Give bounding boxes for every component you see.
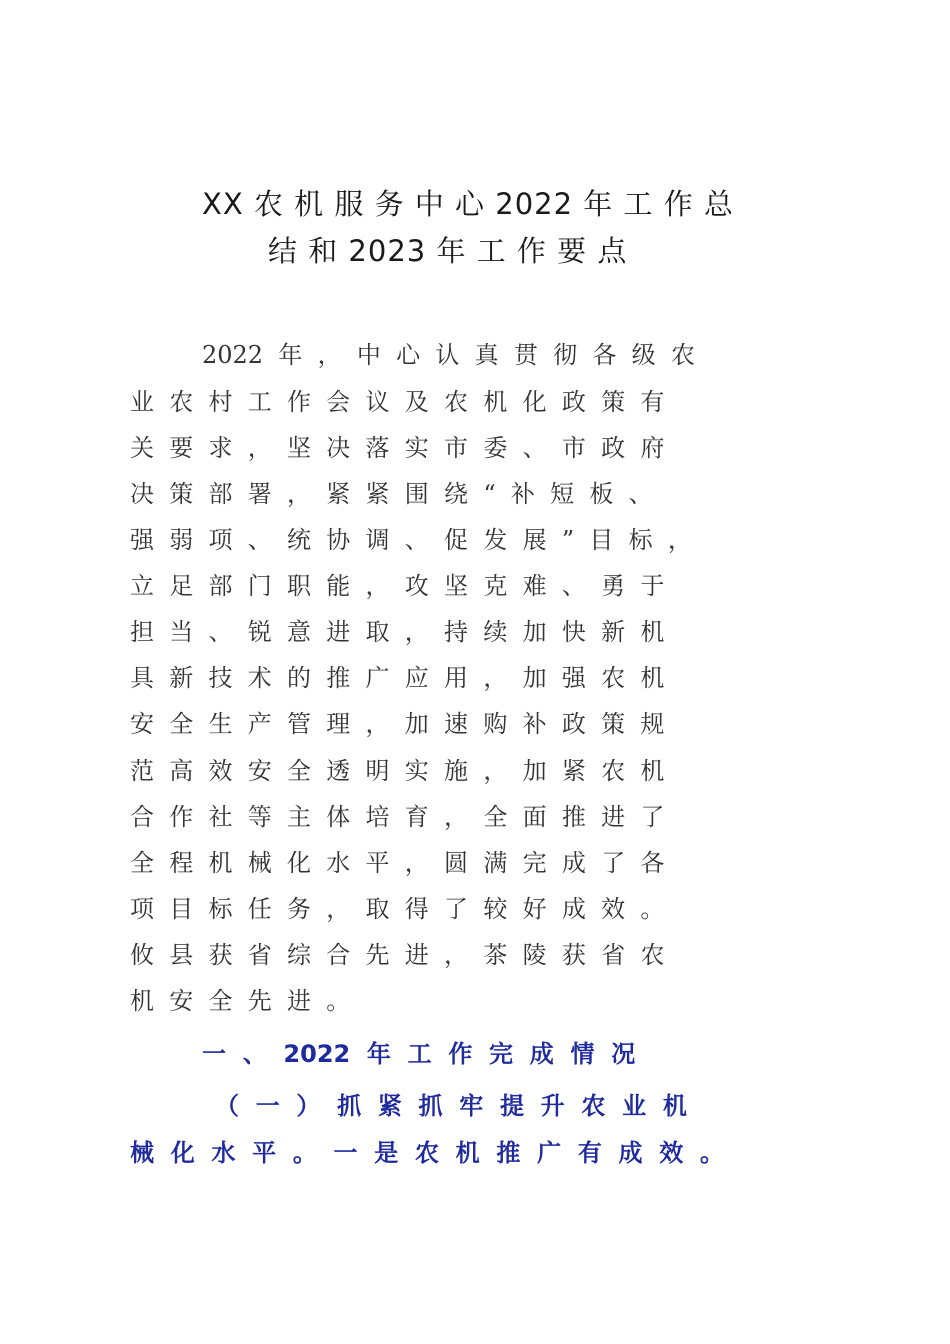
subsection-line-2: 械 化 水 平 。 一 是 农 机 推 广 有 成 效 。 bbox=[130, 1139, 724, 1167]
paragraph-line: 关 要 求 ， 坚 决 落 实 市 委 、 市 政 府 bbox=[130, 434, 665, 462]
paragraph-line: 决 策 部 署 ， 紧 紧 围 绕 “ 补 短 板 、 bbox=[130, 480, 653, 508]
subsection-line-1: （ 一 ） 抓 紧 抓 牢 提 升 农 业 机 bbox=[215, 1092, 687, 1120]
paragraph-line: 安 全 生 产 管 理 ， 加 速 购 补 政 策 规 bbox=[130, 710, 665, 738]
paragraph-line: 具 新 技 术 的 推 广 应 用 ， 加 强 农 机 bbox=[130, 664, 665, 692]
paragraph-line: 担 当 、 锐 意 进 取 ， 持 续 加 快 新 机 bbox=[130, 618, 665, 646]
paragraph-line: 攸 县 获 省 综 合 先 进 ， 茶 陵 获 省 农 bbox=[130, 941, 665, 969]
paragraph-line: 合 作 社 等 主 体 培 育 ， 全 面 推 进 了 bbox=[130, 803, 665, 831]
paragraph-line: 强 弱 项 、 统 协 调 、 促 发 展 ” 目 标 ， bbox=[130, 526, 692, 554]
section-heading: 一 、 2022 年 工 作 完 成 情 况 bbox=[202, 1040, 636, 1068]
paragraph-line: 立 足 部 门 职 能 ， 攻 坚 克 难 、 勇 于 bbox=[130, 572, 665, 600]
paragraph-line: 项 目 标 任 务 ， 取 得 了 较 好 成 效 。 bbox=[130, 895, 665, 923]
title-line-2: 结 和 2023 年 工 作 要 点 bbox=[268, 234, 628, 268]
paragraph-line: 2022 年 ， 中 心 认 真 贯 彻 各 级 农 bbox=[202, 341, 695, 369]
paragraph-line: 全 程 机 械 化 水 平 ， 圆 满 完 成 了 各 bbox=[130, 849, 665, 877]
paragraph-line: 业 农 村 工 作 会 议 及 农 机 化 政 策 有 bbox=[130, 388, 665, 416]
paragraph-line: 范 高 效 安 全 透 明 实 施 ， 加 紧 农 机 bbox=[130, 757, 665, 785]
paragraph-line: 机 安 全 先 进 。 bbox=[130, 987, 351, 1015]
title-line-1: XX 农 机 服 务 中 心 2022 年 工 作 总 bbox=[202, 187, 734, 221]
